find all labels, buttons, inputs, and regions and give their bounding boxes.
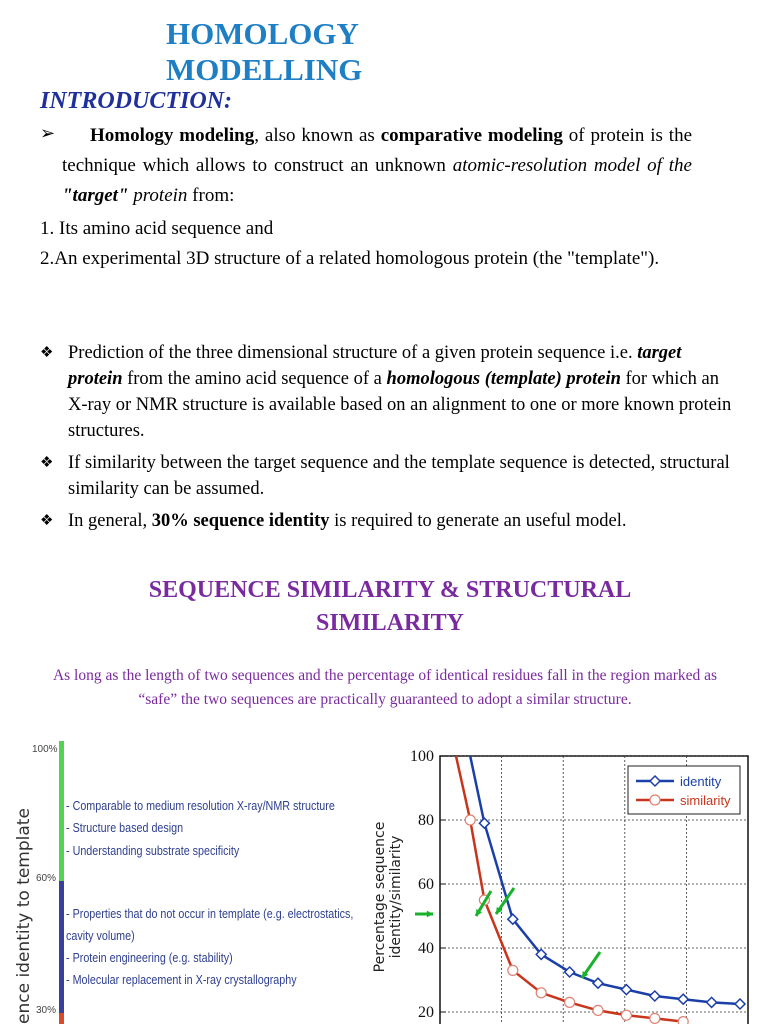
diamond-bullet-icon: ❖ <box>40 455 54 471</box>
y-tick-label: 100 <box>410 748 434 765</box>
y-tick-label: 20 <box>418 1004 434 1021</box>
section-title: SEQUENCE SIMILARITY & STRUCTURAL SIMILARITY <box>148 577 632 636</box>
list-item: ❖ In general, 30% sequence identity is required to generate an useful model. <box>40 508 740 534</box>
arrow-head-icon <box>427 911 433 918</box>
figure-text: cavity volume) <box>66 929 135 943</box>
data-point <box>536 988 546 998</box>
tick-label: 100% <box>32 744 58 755</box>
identity-similarity-chart <box>370 740 768 1024</box>
figure-text: - Molecular replacement in X-ray crystallography <box>66 973 297 987</box>
figure-text: - Protein engineering (e.g. stability) <box>66 951 233 965</box>
y-tick-label: 80 <box>418 812 434 829</box>
list-item: ❖ Prediction of the three dimensional structure of a given protein sequence i.e. target protein from the amino acid sequence of a homologous (template) protein for which an X-ray or NMR structure is available based on an alignment to one or more known protein structures. <box>40 340 740 444</box>
arrow-bullet-icon: ➢ <box>40 123 56 143</box>
data-point <box>508 965 518 975</box>
chart-plot <box>370 740 768 1024</box>
legend-label: identity <box>680 774 722 789</box>
legend-label: similarity <box>680 793 731 808</box>
diamond-bullet-icon: ❖ <box>40 345 54 361</box>
data-point <box>593 1005 603 1015</box>
list-item: 2.An experimental 3D structure of a related homologous protein (the "template"). <box>40 248 660 269</box>
figure-caption: As long as the length of two sequences and the percentage of identical residues fall in the region marked as “safe” the two sequences are practically guaranteed to adopt a similar structure. <box>52 667 718 708</box>
list-item: 1. Its amino acid sequence and <box>40 218 274 239</box>
data-point <box>465 815 475 825</box>
diamond-bullet-icon: ❖ <box>40 513 54 529</box>
tick-label: 30% <box>36 1005 57 1016</box>
data-point <box>678 1017 688 1024</box>
list-item: ❖ If similarity between the target sequence and the template sequence is detected, structural similarity can be assumed. <box>40 450 740 502</box>
data-point <box>621 1010 631 1020</box>
figure-text: - Properties that do not occur in template (e.g. electrostatics, <box>66 907 354 921</box>
figure-text: - Structure based design <box>66 821 184 835</box>
figure-text: - Understanding substrate specificity <box>66 844 240 858</box>
tick-label: 60% <box>36 873 57 884</box>
y-tick-label: 40 <box>418 940 434 957</box>
axis-label: ence identity to template <box>14 808 34 1024</box>
identity-range-figure <box>0 735 370 1024</box>
intro-heading: INTRODUCTION: <box>40 88 232 114</box>
figure-text: - Comparable to medium resolution X-ray/NMR structure <box>66 799 335 813</box>
medium-identity-bar <box>59 881 64 1013</box>
low-identity-bar <box>59 1013 64 1024</box>
y-axis-label: Percentage sequence identity/similarity <box>372 821 404 973</box>
bullet-list <box>40 340 740 540</box>
high-identity-bar <box>59 741 64 881</box>
legend-marker <box>650 795 660 805</box>
intro-paragraph: Homology modeling, also known as comparative modeling of protein is the technique which allows to construct an unknown atomic-resolution model of the "target" protein from: <box>62 125 693 206</box>
data-point <box>565 997 575 1007</box>
page-title: HOMOLOGY MODELLING <box>166 16 363 87</box>
data-point <box>650 1013 660 1023</box>
y-tick-label: 60 <box>418 876 434 893</box>
